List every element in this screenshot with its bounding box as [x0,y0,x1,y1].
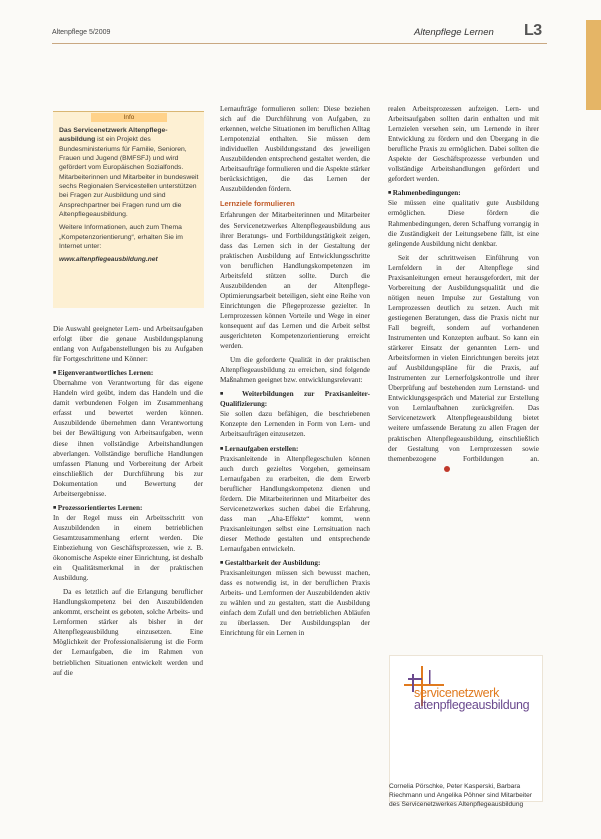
header-rule [52,43,547,44]
author-caption: Cornelia Pörschke, Peter Kasperski, Barbara Riechmann und Angelika Pöhner sind Mitarbeiter des Servicenetzwerkes Altenpflegeausbildung [389,783,532,808]
col3-paragraph2-text: Seit der schrittweisen Einführung von Lernfeldern in der Altenpflege sind Praxisanleitungen erneut herausgefordert, mit der Vorbereitung der Ausbildungsqualität und die nötigen neuen Impulse zur Gestaltung von Lernprozessen deutlich zu setzen. Auch mit gestiegenen Beratungen, dass die Praxis nicht nur Fall begreift, sondern auf vorhandenen Instrumenten und Konzepten aufbaut. So kann ein stärkerer Einsatz der genannten Lern- und Arbeitsformen in vielen Einrichtungen bereits jetzt auf Ausbildungspläne für die Praxis, auf Instrumenten zur Lernerfolgskontrolle und ihrer Überprüfung auf bestehenden zum Lernstand- und Entwicklungsgespräch und Material zur Erstellung von Lernlaufbahnen zurückgreifen. Das Servicenetzwerk Altenpflegeausbildung bietet weitere umfassende Beratung zu allen Fragen der praktischen Altenpflegeausbildung, einschließlich der Gestaltung von Lernprozessen sowie themenbezogene Fortbildungen an. [388,253,539,463]
page-number: L3 [524,22,542,39]
issue-label: Altenpflege 5/2009 [52,29,111,36]
info-text: ist ein Projekt des Bundesministeriums für Familie, Senioren, Frauen und Jugend (BMFSFJ) und wird gefördert vom Europäischen Sozialfonds. Mitarbeiterinnen und Mitarbeiter in bundesweit sechs Regionalen Servicestellen unterstützen bei Fragen zur Ausbildung und sind Ansprechpartner bei Fragen rund um die Altenpflegeausbildung. [59,136,199,219]
col1-last-paragraph: Da es letztlich auf die Erlangung beruflicher Handlungskompetenz bei den Auszubildenden ankommt, erscheint es geboten, solche Arbeits- und Lernformen stärker als bisher in der Altenpflegeausbildung einzusetzen. Eine Möglichkeit der Professionalisierung ist die Form der Lernaufgaben, die im Rahmen von betrieblichen Situationen entwickelt werden und auf die [53,588,203,677]
col2-bullet1-head: ■ Weiterbildungen zur Praxisanleiter-Qualifizierung: [220,389,370,409]
col3-bullet1-text: Sie müssen eine qualitativ gute Ausbildung ermöglichen. Diese fördern die Rahmenbedingungen, deren Schaffung vorrangig in die Zuständigkeit der Leitungsebene fällt, ist eine gelingende Ausbildung nicht denkbar. [388,199,539,248]
col2-paragraph2: Erfahrungen der Mitarbeiterinnen und Mitarbeiter des Servicenetzwerkes Altenpflegeausbildung aus ihrer Beratungs- und Fortbildungstätigkeit zeigen, dass das Lernen sich in der Gestaltung der praktischen Ausbildung auf Entwicklungsschritte von beruflichen Handlungskompetenzen im Arbeitsfeld stützen sollte. Durch die Auszubildenden an der Altenpflege-Optimierungsarbeit beteiligen, sieht eine Reihe von Einrichtungen die Pflegeprozesse gezielter. In Lernprozessen können Vorteile und Wege in einer konsequent auf das Lernen und die Arbeit selbst ausgerichteten Kompetenzorientierung erreicht werden. [220,211,370,351]
col2-bullet3-head: ■ Gestaltbarkeit der Ausbildung: [220,558,370,568]
info-more: Weitere Informationen, auch zum Thema „Kompetenzorientierung“, erhalten Sie im Internet unter: [59,224,183,251]
col1-intro: Die Auswahl geeigneter Lern- und Arbeitsaufgaben erfolgt über die genaue Ausbildungsplanung entlang von Aufgabenstellungen bis zu Aufgaben für Fortgeschrittene und Könner: [53,325,203,364]
col2-subheading: Lernziele formulieren [220,199,295,209]
info-url-link[interactable]: www.altenpflegeausbildung.net [59,256,158,264]
info-lead: Das Servicenetzwerk Altenpflege-ausbildung [59,127,168,144]
logo-text-servicenetzwerk: servicenetzwerk [414,686,500,700]
col1-bullet1-head: ■ Eigenverantwortliches Lernen: [53,368,203,378]
section-color-tab [586,20,601,110]
col3-paragraph1: realen Arbeitsprozessen aufzeigen. Lern- und Arbeitsaufgaben sollten darin enthalten und mit Lernzielen versehen sein, um Lernende in ihrer Entwicklung zu fördern und den Übergang in die berufliche Praxis zu ermöglichen. Dabei sollten die Aspekte der Geschäftsprozesse verbunden und vollständige Arbeitshandlungen gefördert und gefordert werden. [388,105,539,184]
column-3 [388,104,539,478]
info-body [59,126,199,269]
col2-paragraph3: Um die geforderte Qualität in der praktischen Altenpflegeausbildung zu erreichen, sind folgende Maßnahmen geeignet bzw. entwicklungsrelevant: [220,356,370,385]
col1-bullet1-text: Übernahme von Verantwortung für das eigene Handeln wird geübt, indem das Handeln und die damit verbundenen Folgen im Zusammenhang erfasst und bewertet werden können. Auszubildende übernehmen dann Verantwortung bei der Bewältigung von Arbeitsaufgaben, wenn diese ihnen vollständige Arbeitshandlungen abverlangen. Vollständige berufliche Handlungen umfassen Planung und Vorbereitung der Arbeit einschließlich der Durchführung bis zur Dokumentation und Bewertung der Arbeitsergebnisse. [53,379,203,498]
article-end-mark [444,466,450,472]
logo-text-altenpflegeausbildung: altenpflegeausbildung [414,698,530,712]
col2-paragraph1: Lernaufträge formulieren sollen: Diese beziehen sich auf die Durchführung von Aufgaben, zu erkennen, welche Situationen im beruflichen Alltag Lernpotenzial enthalten. Sie müssen dem individuellen Ausbildungsstand des jeweiligen Auszubildenden entsprechend gestaltet werden, die Arbeitsaufträge formulieren und die Aspekte stärker berücksichtigen, die das Lernen der Auszubildenden fördern. [220,105,370,194]
col2-bullet2-text: Praxisanleitende in Altenpflegeschulen können auch durch gezieltes Vorgehen, gemeinsam Lernaufgaben zu erarbeiten, die dem Erwerb beruflicher Handlungskompetenz dienen und fördern. Die Mitarbeiterinnen und Mitarbeiter des Servicenetzwerkes suchen dabei die Erfahrung, dass man „Aha-Effekte“ kommt, wenn Praxisanleitungen selbst eine Lernsituation nach dieser Methode gestalten und entsprechende Lernaufgaben entwickeln. [220,454,370,553]
column-2 [220,104,370,642]
info-box [53,111,204,308]
col2-bullet2-head: ■ Lernaufgaben erstellen: [220,444,370,454]
section-title: Altenpflege Lernen [414,27,494,38]
info-paragraph [59,126,199,219]
col2-bullet1-text: Sie sollen dazu befähigen, die beschriebenen Konzepte den Lernenden in Form von Lern- und Arbeitsaufträgen einzusetzen. [220,410,370,439]
col3-bullet1-head: ■ Rahmenbedingungen: [388,188,539,198]
info-tag: Info [91,113,167,122]
col2-bullet3-text: Praxisanleitungen müssen sich bewusst machen, dass es notwendig ist, in der beruflichen Praxis Arbeits- und Lernformen der Auszubildenden aktiv zu wählen und zu gestalten, statt die Ausbildung einfach dem Zufall und den betrieblichen Abläufen zu überlassen. Der Ausbildungsplan der Einrichtung für ein Lernen in [220,569,370,638]
column-1 [53,324,203,682]
servicenetzwerk-logo-box [389,655,543,802]
col1-bullet2-head: ■ Prozessorientiertes Lernen: [53,503,203,513]
col3-paragraph2 [388,253,539,474]
col1-bullet2-text: In der Regel muss ein Arbeitsschritt von Auszubildenden in einem betrieblichen Gesamtzusammenhang erlernt werden. Die Einbeziehung von Geschäftsprozessen, wie z. B. ökonomische Aspekte einer Einrichtung, ist deshalb ein Qualitätsmerkmal in der praktischen Ausbildung. [53,513,203,583]
